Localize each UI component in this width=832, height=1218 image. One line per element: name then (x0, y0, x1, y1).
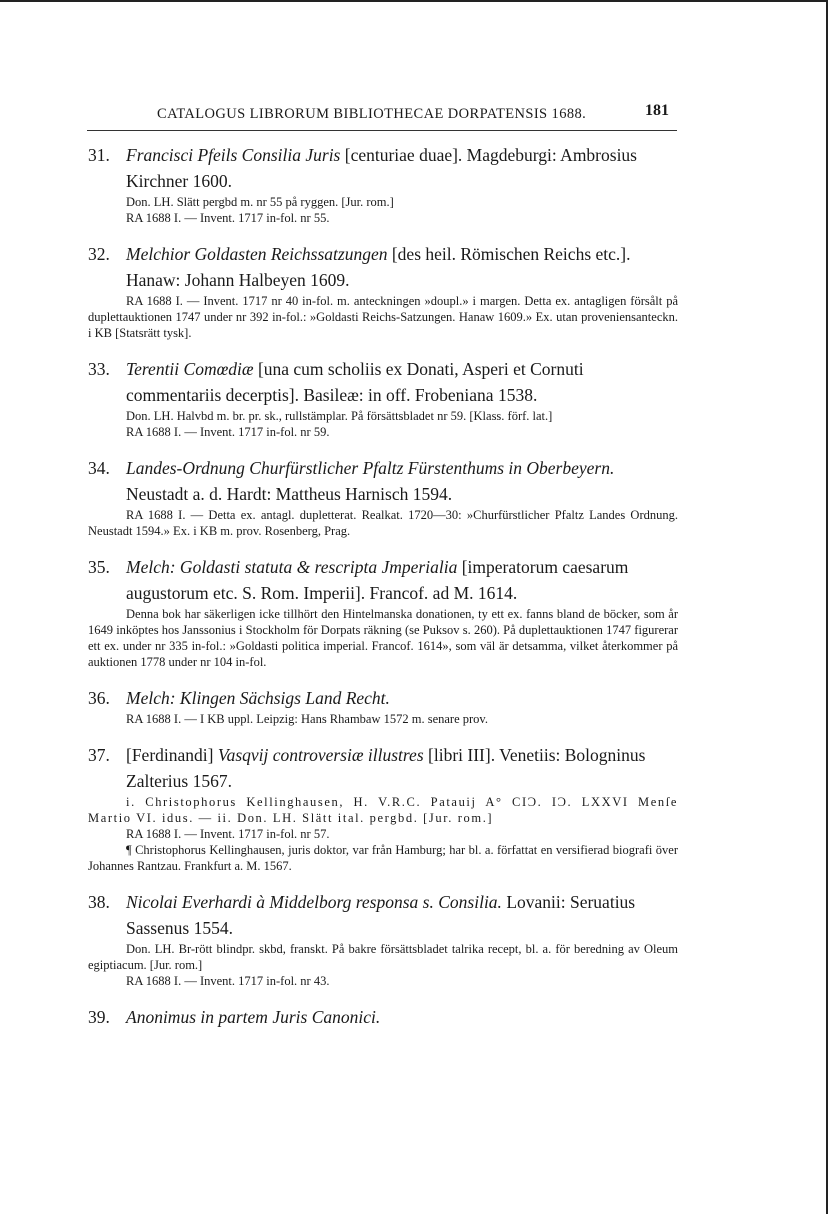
entry-title: Vasqvij controversiæ illustres (217, 745, 424, 765)
entry-heading (88, 1004, 678, 1030)
entry-note: RA 1688 I. — Invent. 1717 in-fol. nr 57. (126, 827, 330, 841)
entry-title: Anonimus in partem Juris Canonici. (126, 1007, 381, 1027)
entry-number: 39. (88, 1007, 110, 1027)
entry-heading (88, 742, 678, 794)
entry-note: RA 1688 I. — Invent. 1717 in-fol. nr 55. (126, 211, 330, 225)
catalog-entry-32 (88, 241, 678, 341)
page-number: 181 (645, 102, 669, 119)
entry-number: 31. (88, 145, 110, 165)
entry-title: Melch: Klingen Sächsigs Land Recht. (126, 688, 390, 708)
entry-number: 35. (88, 557, 110, 577)
entry-heading (88, 241, 678, 293)
entry-note: RA 1688 I. — Detta ex. antagl. dupletterat. Realkat. 1720—30: »Churfürstlicher Pfaltz Landes Ordnung. Neustadt 1594.» Ex. i KB m. prov. Rosenberg, Prag. (88, 508, 678, 538)
entry-imprint: Neustadt a. d. Hardt: Mattheus Harnisch 1594. (126, 484, 453, 504)
entry-number: 33. (88, 359, 110, 379)
entry-title: Melchior Goldasten Reichssatzungen (126, 244, 388, 264)
running-header (87, 100, 677, 131)
entry-imprint: [libri III]. Venetiis: Bologninus Zalterius 1567. (126, 745, 646, 791)
entry-title: Terentii Comœdiæ (126, 359, 254, 379)
entry-title: Melch: Goldasti statuta & rescripta Jmperialia (126, 557, 458, 577)
entry-title: Nicolai Everhardi à Middelborg responsa s. Consilia. (126, 892, 502, 912)
entry-author: [Ferdinandi] (126, 745, 218, 765)
entry-number: 38. (88, 892, 110, 912)
entry-note: Don. LH. Halvbd m. br. pr. sk., rullstämplar. På försättsbladet nr 59. [Klass. förf. lat.] (126, 409, 553, 423)
entry-imprint: [centuriae duae]. Magdeburgi: Ambrosius Kirchner 1600. (126, 145, 637, 191)
catalog-entry-34 (88, 455, 678, 539)
entry-number: 37. (88, 745, 110, 765)
entry-imprint: Lovanii: Seruatius Sassenus 1554. (126, 892, 636, 938)
entry-note: RA 1688 I. — Invent. 1717 nr 40 in-fol. m. anteckningen »doupl.» i margen. Detta ex. antagligen försålt på duplettauktionen 1747 under nr 392 in-fol.: »Goldasti Reichs-Satzungen. Hanaw 1609.» Ex. utan proveniensanteckn. i KB [Statsrätt tysk]. (88, 294, 678, 340)
entry-number: 34. (88, 458, 110, 478)
entry-imprint: [imperatorum caesarum augustorum etc. S. Rom. Imperii]. Francof. ad M. 1614. (126, 557, 629, 603)
entry-heading (88, 455, 678, 507)
entry-heading (88, 685, 678, 711)
entry-heading (88, 554, 678, 606)
entry-note: RA 1688 I. — Invent. 1717 in-fol. nr 59. (126, 425, 330, 439)
entry-note: i. Christophorus Kellinghausen, H. V.R.C. Patauij A° CIƆ. IƆ. LXXVI Menſe Martio VI. idus. — ii. Don. LH. Slätt ital. pergbd. [Jur. rom.] (88, 795, 678, 825)
catalog-entry-37 (88, 742, 678, 874)
entry-number: 36. (88, 688, 110, 708)
running-title: CATALOGUS LIBRORUM BIBLIOTHECAE DORPATENSIS 1688. (157, 106, 587, 122)
catalog-entry-39 (88, 1004, 678, 1030)
entry-note: RA 1688 I. — I KB uppl. Leipzig: Hans Rhambaw 1572 m. senare prov. (126, 712, 488, 726)
entry-note: RA 1688 I. — Invent. 1717 in-fol. nr 43. (126, 974, 330, 988)
entry-note: Denna bok har säkerligen icke tillhört den Hintelmanska donationen, ty ett ex. fanns bland de böcker, som år 1649 inköptes hos Janssonius i Stockholm för Dorpats räkning (se Puksov s. 260). På duplettauktionen 1747 figurerar ett ex. under nr 335 in-fol.: »Goldasti politica imperial. Francof. 1614», som väl är detsamma, vilket återkommer på auktionen 1778 under nr 104 in-fol. (88, 607, 678, 669)
catalog-entry-36 (88, 685, 678, 727)
catalog-entry-38 (88, 889, 678, 989)
entry-title: Landes-Ordnung Churfürstlicher Pfaltz Fürstenthums in Oberbeyern. (126, 458, 615, 478)
entry-imprint: [des heil. Römischen Reichs etc.]. Hanaw: Johann Halbeyen 1609. (126, 244, 631, 290)
entry-note: ¶ Christophorus Kellinghausen, juris doktor, var från Hamburg; har bl. a. författat en versifierad biografi över Johannes Rantzau. Frankfurt a. M. 1567. (88, 843, 678, 873)
catalog-entry-35 (88, 554, 678, 670)
entry-heading (88, 356, 678, 408)
entry-number: 32. (88, 244, 110, 264)
entry-note: Don. LH. Slätt pergbd m. nr 55 på ryggen. [Jur. rom.] (126, 195, 394, 209)
entry-title: Francisci Pfeils Consilia Juris (126, 145, 341, 165)
entry-imprint: [una cum scholiis ex Donati, Asperi et Cornuti commentariis decerptis]. Basileæ: in off. Frobeniana 1538. (126, 359, 584, 405)
entry-heading (88, 889, 678, 941)
catalog-entry-33 (88, 356, 678, 440)
catalog-entries (88, 142, 678, 1045)
catalog-entry-31 (88, 142, 678, 226)
entry-heading (88, 142, 678, 194)
entry-note: Don. LH. Br-rött blindpr. skbd, franskt. På bakre försättsbladet talrika recept, bl. a. för beredning av Oleum egiptiacum. [Jur. rom.] (88, 942, 678, 972)
